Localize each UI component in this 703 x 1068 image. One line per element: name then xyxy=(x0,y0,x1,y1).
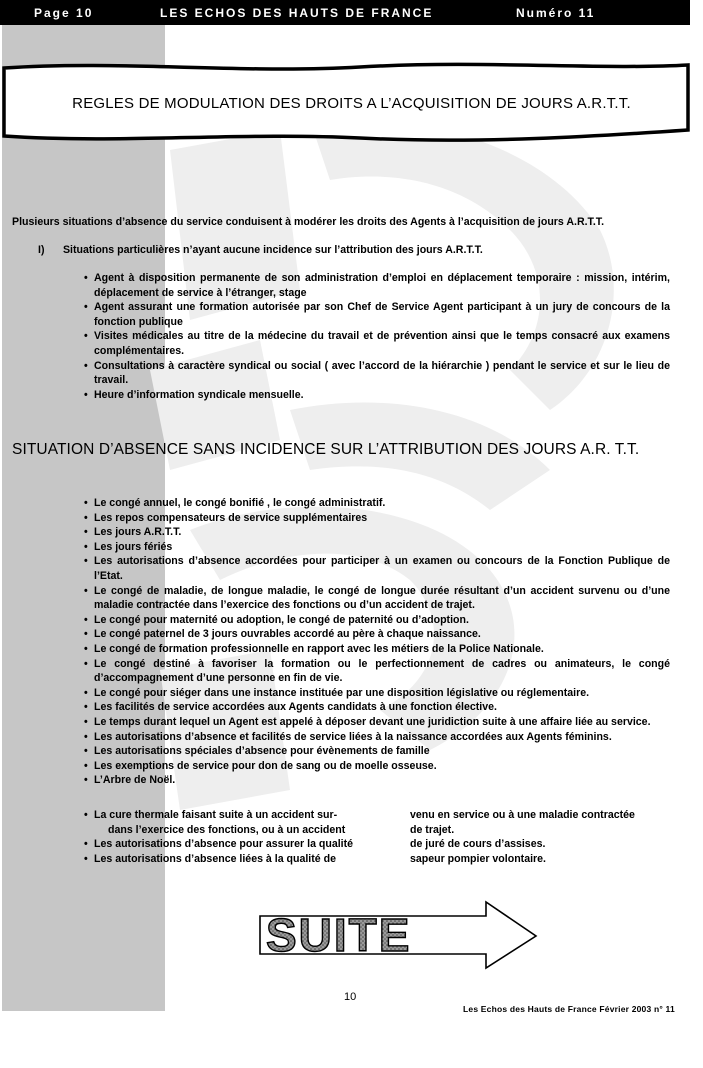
continuation-line: sapeur pompier volontaire. xyxy=(410,852,546,865)
list-item: • Les autorisations d’absence et facilités de service liées à la naissance accordées aux Agents féminins. xyxy=(84,730,612,743)
list-extra-left-column xyxy=(84,808,378,866)
header-page: Page 10 xyxy=(34,6,94,20)
suite-label: SUITE xyxy=(266,909,412,961)
list-item: • Le temps durant lequel un Agent est appelé à déposer devant une juridiction suite à une affaire liée au service. xyxy=(84,715,651,728)
list-item: • Le congé paternel de 3 jours ouvrables accordé au père à chaque naissance. xyxy=(84,628,481,641)
footer-text: Les Echos des Hauts de France Février 2003 n° 11 xyxy=(463,1004,675,1014)
list-item: • Le congé annuel, le congé bonifié , le congé administratif. xyxy=(84,497,386,509)
list-item: • L’Arbre de Noël. xyxy=(84,774,176,787)
list-item: • Les exemptions de service pour don de sang ou de moelle osseuse. xyxy=(84,759,437,772)
list-item: • Le congé destiné à favoriser la formation ou le perfectionnement de cadres ou animateurs, le congé d’accompagnement d’une personne en fin de vie. xyxy=(84,657,670,685)
list-extra-right-column xyxy=(410,808,672,866)
list-item: • La cure thermale faisant suite à un accident sur- dans l’exercice des fonctions, ou à un accident xyxy=(84,809,346,836)
list-item: • Les repos compensateurs de service supplémentaires xyxy=(84,511,368,524)
page-number: 10 xyxy=(344,991,357,1003)
list-item: • Les facilités de service accordées aux Agents candidats à une fonction élective. xyxy=(84,701,497,714)
header-bar xyxy=(0,0,690,25)
list-item: • Le congé de maladie, de longue maladie, le congé de longue durée résultant d’un accident survenu ou d’une maladie contractée dans l’exercice des fonctions ou d’un accident de trajet. xyxy=(84,584,670,612)
subsection-title: Situations particulières n’ayant aucune incidence sur l’attribution des jours A.R.T.T. xyxy=(62,244,483,256)
list-item: • Agent assurant une formation autorisée par son Chef de Service Agent participant à un jury de concours de la fonction publique xyxy=(84,301,670,328)
suite-arrow xyxy=(258,900,538,970)
list-item: • Visites médicales au titre de la médecine du travail et de prévention ainsi que le temps consacré aux examens complémentaires. xyxy=(84,330,670,357)
list-item: • Heure d’information syndicale mensuelle. xyxy=(84,388,304,401)
list-item: • Les jours fériés xyxy=(84,540,173,553)
list-item: • Le congé pour siéger dans une instance instituée par une disposition législative ou réglementaire. xyxy=(84,686,590,699)
subsection-heading xyxy=(38,243,688,258)
continuation-line: venu en service ou à une maladie contractée xyxy=(410,809,635,821)
subsection-number: I) xyxy=(38,244,45,256)
list-item: • Les autorisations spéciales d’absence pour évènements de famille xyxy=(84,745,430,758)
list-item: • Les jours A.R.T.T. xyxy=(84,526,182,539)
list-item: • Agent à disposition permanente de son administration d’emploi en déplacement temporaire : mission, intérim, déplacement de service à l’étranger, stage xyxy=(84,272,670,299)
list-particular-situations xyxy=(84,271,670,402)
header-issue: Numéro 11 xyxy=(516,6,596,20)
list-absence-situations xyxy=(84,496,670,788)
list-item: • Les autorisations d’absence liées à la qualité de xyxy=(84,852,336,865)
section-title: SITUATION D’ABSENCE SANS INCIDENCE SUR L’ATTRIBUTION DES JOURS A.R. T.T. xyxy=(12,441,640,458)
header-title: LES ECHOS DES HAUTS DE FRANCE xyxy=(160,6,434,20)
intro-text: Plusieurs situations d’absence du service conduisent à modérer les droits des Agents à l’acquisition de jours A.R.T.T. xyxy=(12,216,605,228)
list-item: • Le congé de formation professionnelle en rapport avec les métiers de la Police Nationale. xyxy=(84,642,544,655)
list-item: • Consultations à caractère syndical ou social ( avec l’accord de la hiérarchie ) pendant le service et sur le lieu de travail. xyxy=(84,359,670,387)
list-item: • Le congé pour maternité ou adoption, le congé de paternité ou d’adoption. xyxy=(84,613,469,626)
continuation-line: de trajet. xyxy=(410,823,455,836)
banner-title: REGLES DE MODULATION DES DROITS A L’ACQUISITION DE JOURS A.R.T.T. xyxy=(72,95,631,112)
list-item: • Les autorisations d’absence accordées pour participer à un examen ou concours de la Fonction Publique de l’Etat. xyxy=(84,555,670,582)
list-item: • Les autorisations d’absence pour assurer la qualité xyxy=(84,838,354,851)
continuation-line: de juré de cours d’assises. xyxy=(410,838,546,851)
